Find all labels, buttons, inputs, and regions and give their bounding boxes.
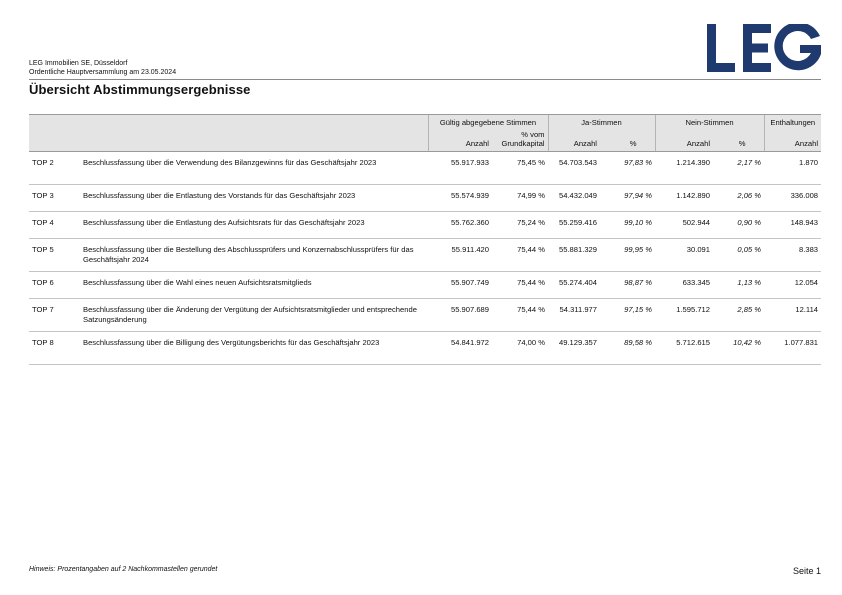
header-yes-pct: %	[600, 129, 655, 152]
header-valid-votes: Gültig abgegebene Stimmen	[428, 115, 548, 130]
yes-votes-pct: 97,15 %	[600, 299, 655, 332]
abstentions: 12.114	[764, 299, 821, 332]
agenda-description: Beschlussfassung über die Entlastung des Vorstands für das Geschäftsjahr 2023	[80, 185, 428, 212]
valid-votes: 55.574.939	[428, 185, 492, 212]
yes-votes-pct: 97,94 %	[600, 185, 655, 212]
valid-votes-pct: 74,00 %	[492, 332, 548, 365]
page-number: Seite 1	[792, 566, 821, 576]
yes-votes: 49.129.357	[548, 332, 600, 365]
agenda-item: TOP 7	[29, 299, 80, 332]
yes-votes: 55.881.329	[548, 239, 600, 272]
table-row	[29, 185, 821, 212]
company-name: LEG Immobilien SE, Düsseldorf	[29, 60, 128, 67]
agenda-item: TOP 3	[29, 185, 80, 212]
yes-votes-pct: 97,83 %	[600, 152, 655, 185]
agenda-description: Beschlussfassung über die Billigung des Vergütungsberichts für das Geschäftsjahr 2023	[80, 332, 428, 365]
yes-votes: 55.274.404	[548, 272, 600, 299]
agenda-description: Beschlussfassung über die Entlastung des Aufsichtsrats für das Geschäftsjahr 2023	[80, 212, 428, 239]
header-yes-count: Anzahl	[548, 129, 600, 152]
table-row	[29, 332, 821, 365]
no-votes-pct: 2,17 %	[713, 152, 764, 185]
valid-votes: 55.762.360	[428, 212, 492, 239]
yes-votes: 54.432.049	[548, 185, 600, 212]
agenda-item: TOP 6	[29, 272, 80, 299]
header-no-count: Anzahl	[655, 129, 713, 152]
header-valid-pct-capital	[492, 129, 548, 152]
no-votes-pct: 1,13 %	[713, 272, 764, 299]
agenda-item: TOP 8	[29, 332, 80, 365]
header-yes-votes: Ja-Stimmen	[548, 115, 655, 130]
no-votes: 1.142.890	[655, 185, 713, 212]
header-divider	[29, 79, 821, 80]
no-votes: 1.595.712	[655, 299, 713, 332]
no-votes-pct: 0,90 %	[713, 212, 764, 239]
abstentions: 148.943	[764, 212, 821, 239]
header-blank	[29, 115, 428, 130]
table-row	[29, 212, 821, 239]
header-no-votes: Nein-Stimmen	[655, 115, 764, 130]
table-header-groups	[29, 115, 821, 130]
company-header	[29, 60, 176, 77]
no-votes-pct: 2,85 %	[713, 299, 764, 332]
header-pct-capital-line2: Grundkapital	[501, 139, 545, 148]
valid-votes: 55.911.420	[428, 239, 492, 272]
agenda-description: Beschlussfassung über die Bestellung des Abschlussprüfers und Konzernabschlussprüfers für das Geschäftsjahr 2024	[80, 239, 428, 272]
agenda-item: TOP 4	[29, 212, 80, 239]
header-abstentions: Enthaltungen	[764, 115, 821, 130]
table-row	[29, 299, 821, 332]
abstentions: 336.008	[764, 185, 821, 212]
valid-votes: 55.917.933	[428, 152, 492, 185]
no-votes: 1.214.390	[655, 152, 713, 185]
no-votes: 30.091	[655, 239, 713, 272]
page-title: Übersicht Abstimmungsergebnisse	[29, 82, 251, 97]
no-votes: 633.345	[655, 272, 713, 299]
yes-votes-pct: 99,95 %	[600, 239, 655, 272]
valid-votes-pct: 75,44 %	[492, 272, 548, 299]
no-votes: 5.712.615	[655, 332, 713, 365]
table-row	[29, 152, 821, 185]
agenda-item: TOP 5	[29, 239, 80, 272]
header-no-pct: %	[713, 129, 764, 152]
yes-votes-pct: 89,58 %	[600, 332, 655, 365]
header-pct-capital-line1: % vom	[521, 130, 545, 139]
no-votes-pct: 10,42 %	[713, 332, 764, 365]
yes-votes: 55.259.416	[548, 212, 600, 239]
abstentions: 1.870	[764, 152, 821, 185]
valid-votes-pct: 75,44 %	[492, 239, 548, 272]
meeting-date: Ordentliche Hauptversammlung am 23.05.2024	[29, 68, 177, 76]
no-votes-pct: 0,05 %	[713, 239, 764, 272]
abstentions: 8.383	[764, 239, 821, 272]
rounding-hint: Hinweis: Prozentangaben auf 2 Nachkommastellen gerundet	[29, 566, 218, 573]
valid-votes: 55.907.689	[428, 299, 492, 332]
no-votes: 502.944	[655, 212, 713, 239]
yes-votes: 54.311.977	[548, 299, 600, 332]
valid-votes: 55.907.749	[428, 272, 492, 299]
abstentions: 1.077.831	[764, 332, 821, 365]
agenda-description: Beschlussfassung über die Änderung der Vergütung der Aufsichtsratsmitglieder und entsprechende Satzungsänderung	[80, 299, 428, 332]
header-valid-count: Anzahl	[428, 129, 492, 152]
valid-votes-pct: 75,24 %	[492, 212, 548, 239]
valid-votes: 54.841.972	[428, 332, 492, 365]
header-abstain-count: Anzahl	[764, 129, 821, 152]
header-blank-sub	[29, 129, 428, 152]
table-row	[29, 272, 821, 299]
valid-votes-pct: 74,99 %	[492, 185, 548, 212]
valid-votes-pct: 75,44 %	[492, 299, 548, 332]
agenda-description: Beschlussfassung über die Verwendung des Bilanzgewinns für das Geschäftsjahr 2023	[80, 152, 428, 185]
table-header-sub	[29, 129, 821, 152]
agenda-item: TOP 2	[29, 152, 80, 185]
abstentions: 12.054	[764, 272, 821, 299]
yes-votes-pct: 99,10 %	[600, 212, 655, 239]
yes-votes-pct: 98,87 %	[600, 272, 655, 299]
agenda-description: Beschlussfassung über die Wahl eines neuen Aufsichtsratsmitglieds	[80, 272, 428, 299]
leg-logo	[707, 24, 822, 72]
table-row	[29, 239, 821, 272]
valid-votes-pct: 75,45 %	[492, 152, 548, 185]
voting-results-table	[29, 114, 821, 365]
no-votes-pct: 2,06 %	[713, 185, 764, 212]
yes-votes: 54.703.543	[548, 152, 600, 185]
